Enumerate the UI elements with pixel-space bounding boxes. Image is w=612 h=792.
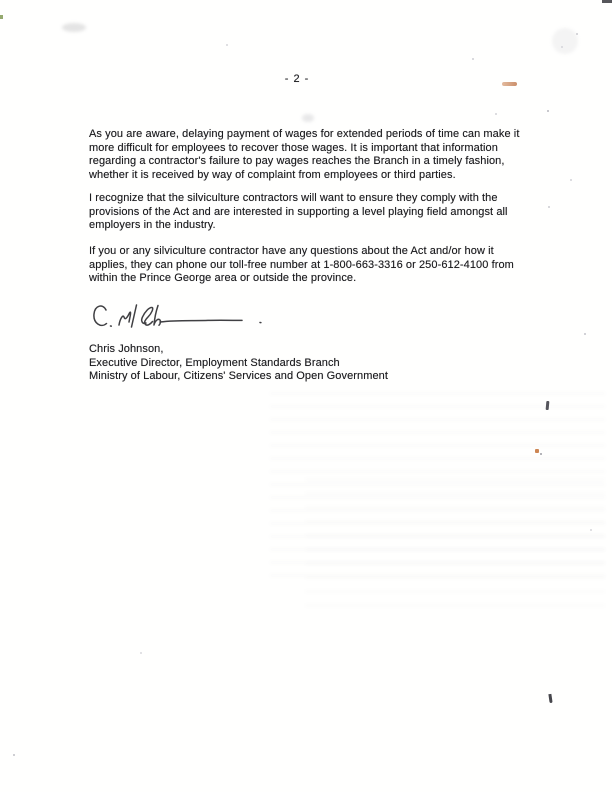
signature-block	[89, 343, 388, 384]
signatory-title: Executive Director, Employment Standards Branch	[89, 356, 340, 369]
scan-artifact-green-speck	[0, 15, 3, 19]
page-number: - 2 -	[284, 73, 310, 85]
scan-smudge	[552, 28, 578, 54]
paragraph-contact-info	[89, 245, 514, 286]
paragraph-wages-delay	[89, 128, 519, 183]
signatory-ministry: Ministry of Labour, Citizens' Services and Open Government	[89, 370, 388, 382]
scan-artifact-comma-mark	[548, 694, 552, 703]
bleed-through-ghost-text	[305, 478, 605, 613]
text-line: whether it is received by way of complaint from employees or third parties.	[89, 169, 456, 182]
paragraph-compliance	[89, 192, 508, 233]
scan-artifact-orange-dash	[502, 82, 517, 86]
text-line: regarding a contractor's failure to pay wages reaches the Branch in a timely fashion,	[89, 155, 505, 168]
scan-artifact-corner-mark	[602, 0, 612, 3]
text-line: As you are aware, delaying payment of wages for extended periods of time can make it	[89, 128, 520, 140]
signatory-name: Chris Johnson,	[89, 343, 164, 355]
text-line: employers in the industry.	[89, 219, 216, 232]
scan-smudge	[62, 23, 86, 32]
scan-noise-specks	[0, 0, 2, 2]
text-line: within the Prince George area or outside the province.	[89, 272, 357, 285]
scan-artifact-speck	[540, 453, 542, 455]
text-line: I recognize that the silviculture contractors will want to ensure they comply with the	[89, 192, 498, 204]
text-line: If you or any silviculture contractor have any questions about the Act and/or how it	[89, 245, 494, 257]
scan-artifact-orange-speck	[535, 449, 539, 453]
text-line: provisions of the Act and are interested in supporting a level playing field amongst all	[89, 205, 508, 218]
scan-smudge	[302, 114, 314, 122]
text-line: applies, they can phone our toll-free number at 1-800-663-3316 or 250-612-4100 from	[89, 258, 514, 271]
signature-scrawl	[90, 298, 275, 338]
text-line: more difficult for employees to recover those wages. It is important that information	[89, 141, 498, 154]
